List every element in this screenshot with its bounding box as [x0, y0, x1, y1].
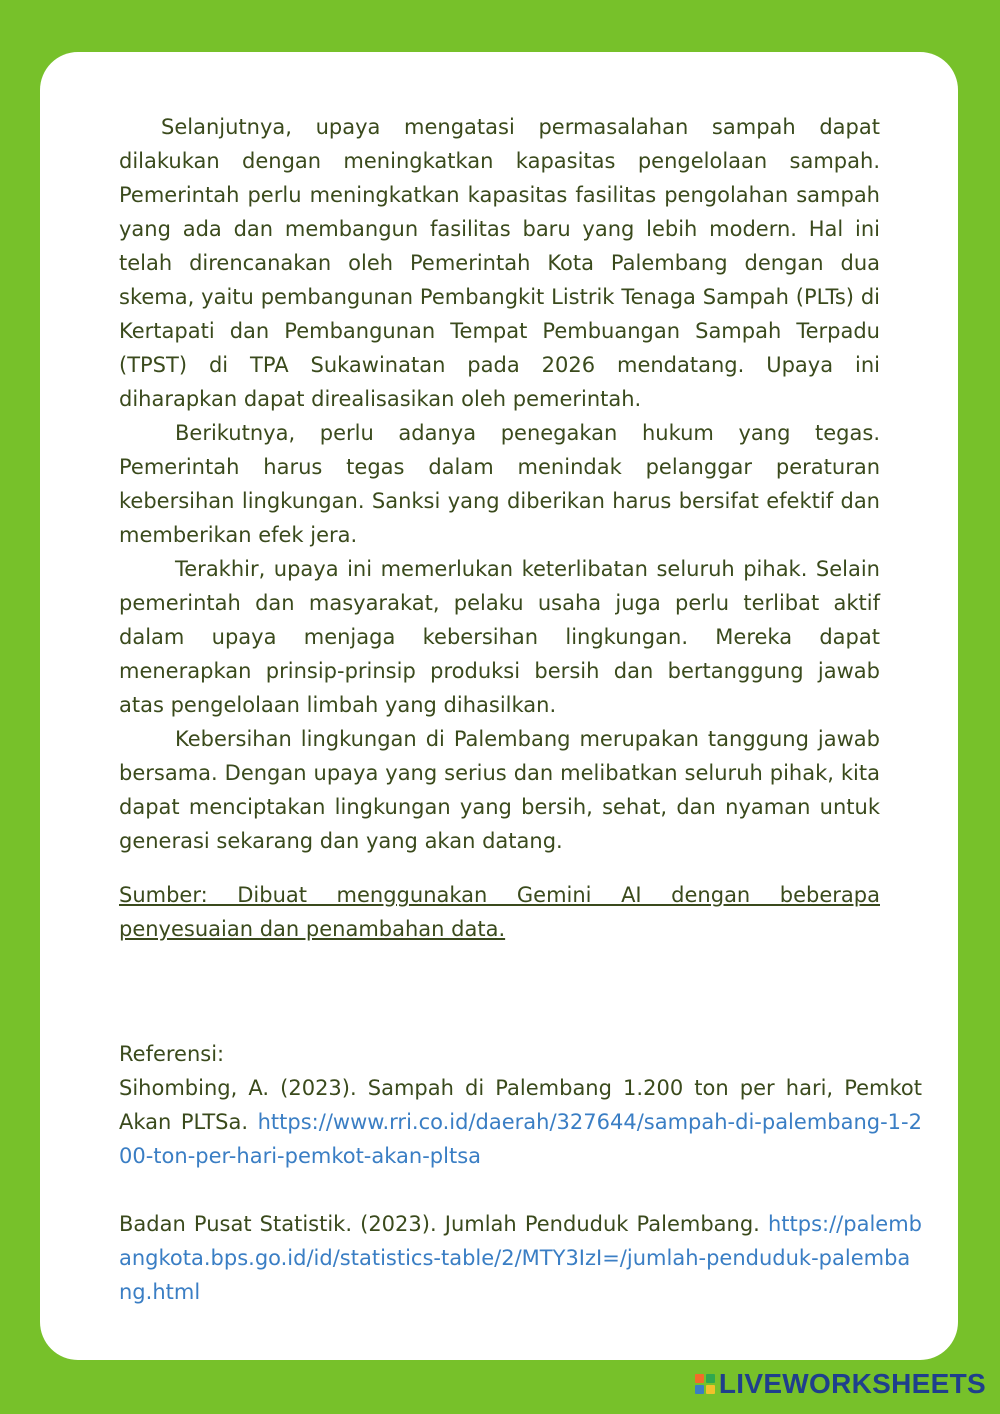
- references-heading: Referensi:: [119, 1042, 225, 1066]
- references: [119, 1037, 922, 1309]
- reference-link[interactable]: https://www.rri.co.id/daerah/327644/sampah-di-palembang-1-200-ton-per-hari-pemkot-akan-pltsa: [119, 1110, 922, 1168]
- paragraph-law-enforcement: Berikutnya, perlu adanya penegakan hukum yang tegas. Pemerintah harus tegas dalam menindak pelanggar peraturan kebersihan lingkungan. Sanksi yang diberikan harus bersifat efektif dan memberikan efek jera.: [119, 421, 880, 547]
- brand-square: [706, 1385, 715, 1394]
- liveworksheets-logo: [695, 1368, 986, 1400]
- paragraph-involvement: Terakhir, upaya ini memerlukan keterlibatan seluruh pihak. Selain pemerintah dan masyarakat, pelaku usaha juga perlu terlibat aktif dalam upaya menjaga kebersihan lingkungan. Mereka dapat menerapkan prinsip-prinsip produksi bersih dan bertanggung jawab atas pengelolaan limbah yang dihasilkan.: [119, 557, 880, 717]
- reference-item: [119, 1207, 922, 1309]
- brand-square: [695, 1374, 704, 1383]
- brand-square: [695, 1385, 704, 1394]
- reference-citation: Badan Pusat Statistik. (2023). Jumlah Penduduk Palembang.: [119, 1212, 768, 1236]
- paragraph-capacity: Selanjutnya, upaya mengatasi permasalahan sampah dapat dilakukan dengan meningkatkan kapasitas pengelolaan sampah. Pemerintah perlu meningkatkan kapasitas fasilitas pengolahan sampah yang ada dan membangun fasilitas baru yang lebih modern. Hal ini telah direncanakan oleh Pemerintah Kota Palembang dengan dua skema, yaitu pembangunan Pembangkit Listrik Tenaga Sampah (PLTs) di Kertapati dan Pembangunan Tempat Pembuangan Sampah Terpadu (TPST) di TPA Sukawinatan pada 2026 mendatang. Upaya ini diharapkan dapat direalisasikan oleh pemerintah.: [119, 115, 880, 411]
- article-body: [119, 110, 880, 946]
- paragraph-conclusion: Kebersihan lingkungan di Palembang merupakan tanggung jawab bersama. Dengan upaya yang serius dan melibatkan seluruh pihak, kita dapat menciptakan lingkungan yang bersih, sehat, dan nyaman untuk generasi sekarang dan yang akan datang.: [119, 727, 880, 853]
- brand-square: [706, 1374, 715, 1383]
- reference-citation: Sihombing, A. (2023). Sampah di Palembang 1.200 ton per hari, Pemkot Akan PLTSa.: [119, 1076, 922, 1134]
- brand-mark-icon: [695, 1374, 715, 1394]
- reference-link[interactable]: https://palembangkota.bps.go.id/id/statistics-table/2/MTY3IzI=/jumlah-penduduk-palembang.html: [119, 1212, 922, 1304]
- source-note: Sumber: Dibuat menggunakan Gemini AI dengan beberapa penyesuaian dan penambahan data.: [119, 883, 880, 941]
- reference-item: [119, 1071, 922, 1173]
- brand-name: LIVEWORKSHEETS: [718, 1368, 986, 1399]
